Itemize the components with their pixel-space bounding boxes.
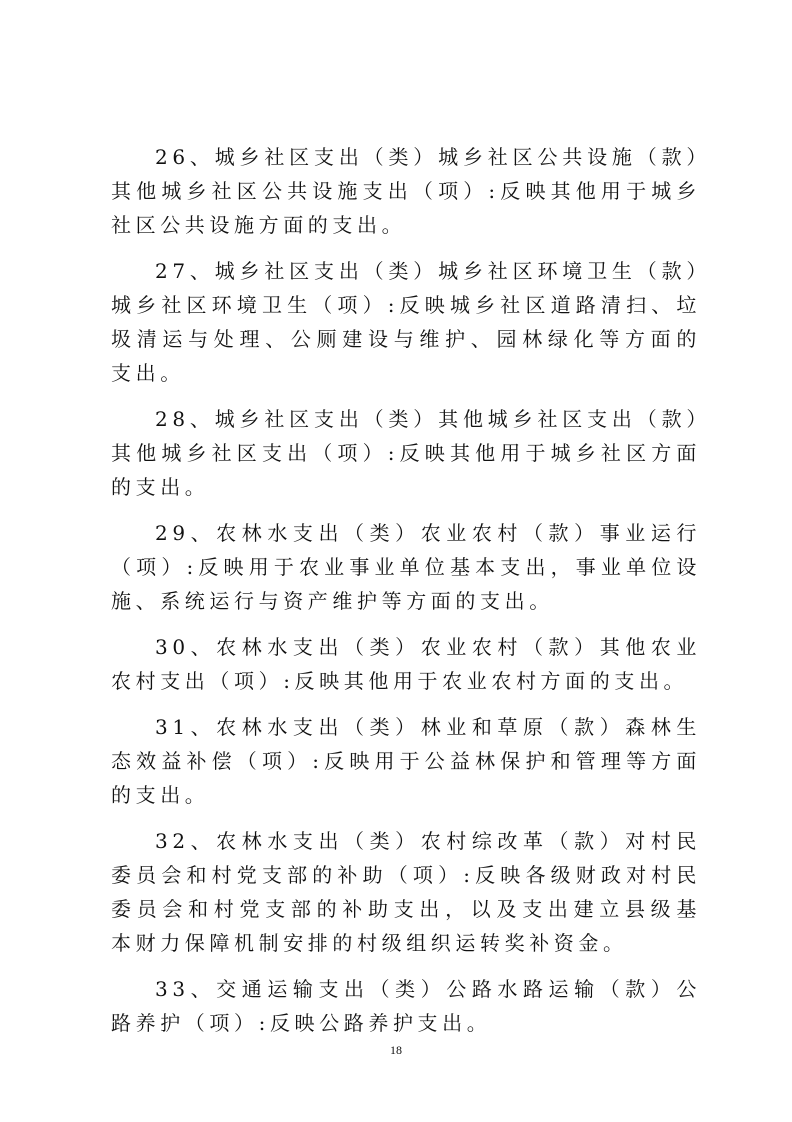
paragraph-26: 26、城乡社区支出（类）城乡社区公共设施（款）其他城乡社区公共设施支出（项）:反映其他用于城乡社区公共设施方面的支出。 [111,145,701,237]
paragraph-30: 30、农林水支出（类）农业农村（款）其他农业农村支出（项）:反映其他用于农业农村方面的支出。 [111,635,701,693]
document-body [111,140,701,1052]
paragraph-29: 29、农林水支出（类）农业农村（款）事业运行（项）:反映用于农业事业单位基本支出，事业单位设施、系统运行与资产维护等方面的支出。 [111,521,701,613]
paragraph-32: 32、农林水支出（类）农村综改革（款）对村民委员会和村党支部的补助（项）:反映各级财政对村民委员会和村党支部的补助支出，以及支出建立县级基本财力保障机制安排的村级组织运转奖补资金。 [111,829,701,955]
page-number: 18 [390,1043,402,1057]
paragraph-28: 28、城乡社区支出（类）其他城乡社区支出（款）其他城乡社区支出（项）:反映其他用于城乡社区方面的支出。 [111,407,701,499]
paragraph-33: 33、交通运输支出（类）公路水路运输（款）公路养护（项）:反映公路养护支出。 [111,977,701,1035]
paragraph-27: 27、城乡社区支出（类）城乡社区环境卫生（款）城乡社区环境卫生（项）:反映城乡社区道路清扫、垃圾清运与处理、公厕建设与维护、园林绿化等方面的支出。 [111,259,701,385]
paragraph-31: 31、农林水支出（类）林业和草原（款）森林生态效益补偿（项）:反映用于公益林保护和管理等方面的支出。 [111,715,701,807]
